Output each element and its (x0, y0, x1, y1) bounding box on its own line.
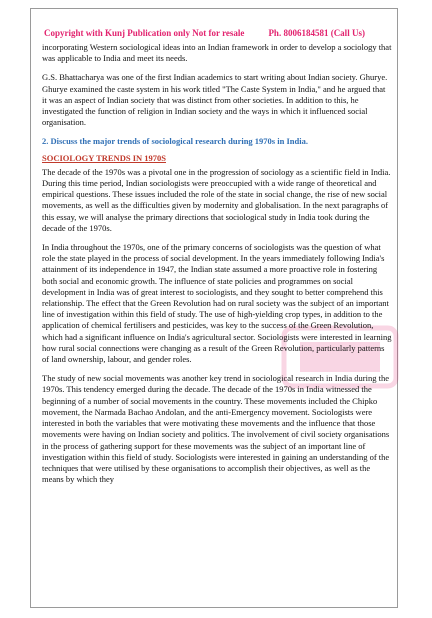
paragraph-social-movements: The study of new social movements was another key trend in sociological research in India during the 1970s. This tendency emerged during the decade. The decade of the 1970s in India witnessed the beginning of a number of social movements in the country. These movements included the Chipko movement, the Narmada Bachao Andolan, and the anti-Emergency movement. Sociologists were interested in both the variables that were motivating these movements and the influence that those movements were having on Indian society and politics. The involvement of civil society organisations in the process of gathering support for these movements was the subject of an important line of investigation within this field of study. Sociologists were interested in gaining an understanding of the techniques that were utilised by these organisations to accomplish their objectives, as well as the means by which they (42, 373, 390, 485)
question-heading: 2. Discuss the major trends of sociological research during 1970s in India. (42, 136, 308, 147)
section-heading: SOCIOLOGY TRENDS IN 1970S (42, 152, 166, 163)
paragraph-bhattacharya: G.S. Bhattacharya was one of the first Indian academics to start writing about Indian society. Ghurye. Ghurye examined the caste system in his work titled "The Caste System in India," and he argued that it was an aspect of Indian society that was distinct from other societies. In addition to this, he investigated the function of religion in Indian society and the ways in which it influenced social organisation. (42, 72, 388, 128)
document-body (42, 26, 392, 493)
paragraph-state-role: In India throughout the 1970s, one of the primary concerns of sociologists was the question of what role the state played in the process of social development. In the years immediately following India's attainment of its independence in 1947, the Indian state assumed a more proactive role in fostering both social and economic growth. The influence of state policies and programmes on social development in India was of great interest to sociologists, and they sought to better comprehend this relationship. The effect that the Green Revolution had on rural society was the subject of an important line of investigation within this field of study. The use of high-yielding crop types, in addition to the application of chemical fertilisers and pesticides, was key to the success of the Green Revolution, which had a significant influence on India's agricultural sector. Sociologists were interested in learning how rural social connections were changing as a result of the Green Revolution, particularly patterns of land ownership, labour, and gender roles. (42, 242, 392, 365)
phone-number: Ph. 8006184581 (Call Us) (268, 28, 365, 38)
copyright-notice: Copyright with Kunj Publication only Not for resale (44, 28, 245, 38)
paragraph-continuation: incorporating Western sociological ideas into an Indian framework in order to develop a sociology that was applicable to India and meet its needs. (42, 42, 392, 64)
paragraph-intro-1970s: The decade of the 1970s was a pivotal one in the progression of sociology as a scientific field in India. During this time period, Indian sociologists were preoccupied with a wide range of theoretical and empirical questions. These issues included the role of the state in social change, the rise of new social movements, as well as the difficulties given by modernity and globalisation. In the next paragraphs of this essay, we will analyse the primary directions that sociological study in India took during the decade of the 1970s. (42, 166, 391, 233)
